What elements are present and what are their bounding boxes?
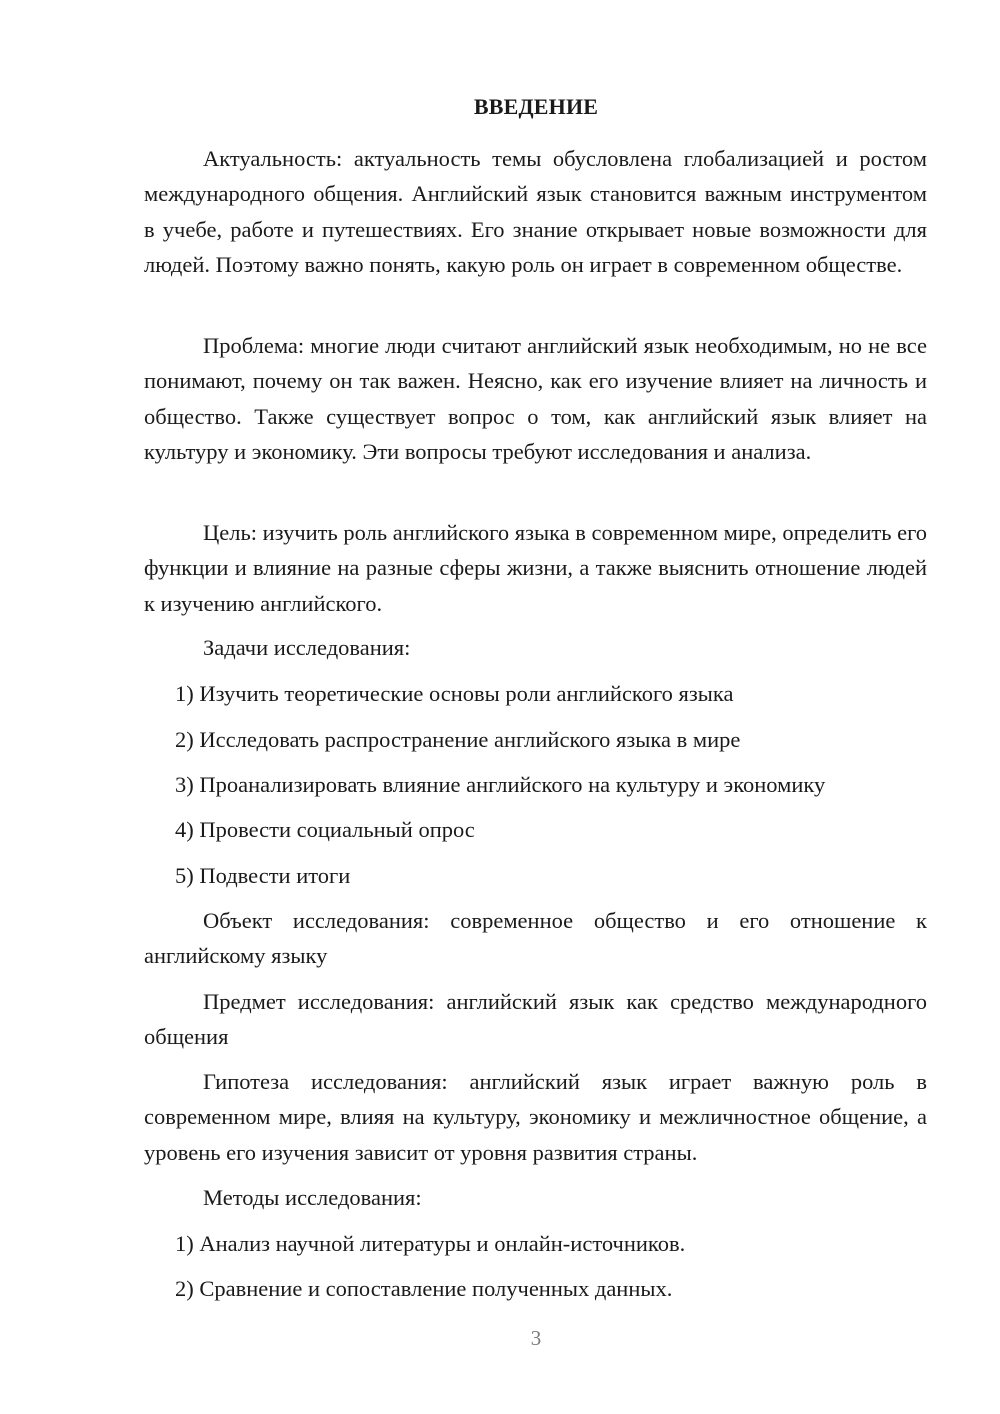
object-paragraph: Объект исследования: современное общество и его отношение к английскому языку [144,908,927,969]
task-item: 2) Исследовать распространение английского языка в мире [175,727,741,752]
relevance-paragraph: Актуальность: актуальность темы обусловлена глобализацией и ростом международного общения. Английский язык становится важным инструментом в учебе, работе и путешествиях. Его знание открывает новые возможности для людей. Поэтому важно понять, какую роль он играет в современном обществе. [144,146,927,277]
methods-heading: Методы исследования: [203,1185,422,1210]
tasks-heading: Задачи исследования: [203,635,411,660]
page-title: ВВЕДЕНИЕ [473,94,599,119]
method-item: 1) Анализ научной литературы и онлайн-источников. [175,1231,686,1256]
hypothesis-paragraph: Гипотеза исследования: английский язык играет важную роль в современном мире, влияя на культуру, экономику и межличностное общение, а уровень его изучения зависит от уровня развития страны. [144,1069,927,1165]
page-number: 3 [530,1326,542,1350]
subject-text: Предмет исследования: английский язык как средство международного общения [144,989,927,1050]
subject-paragraph [144,984,927,1055]
task-item: 4) Провести социальный опрос [175,817,475,842]
goal-paragraph: Цель: изучить роль английского языка в современном мире, определить его функции и влияние на разные сферы жизни, а также выяснить отношение людей к изучению английского. [144,520,927,616]
task-item: 3) Проанализировать влияние английского на культуру и экономику [175,772,826,797]
method-item: 2) Сравнение и сопоставление полученных данных. [175,1276,673,1301]
task-item: 1) Изучить теоретические основы роли английского языка [175,681,734,706]
problem-paragraph: Проблема: многие люди считают английский язык необходимым, но не все понимают, почему он так важен. Неясно, как его изучение влияет на личность и общество. Также существует вопрос о том, как английский язык влияет на культуру и экономику. Эти вопросы требуют исследования и анализа. [144,333,927,464]
task-item: 5) Подвести итоги [175,863,351,888]
